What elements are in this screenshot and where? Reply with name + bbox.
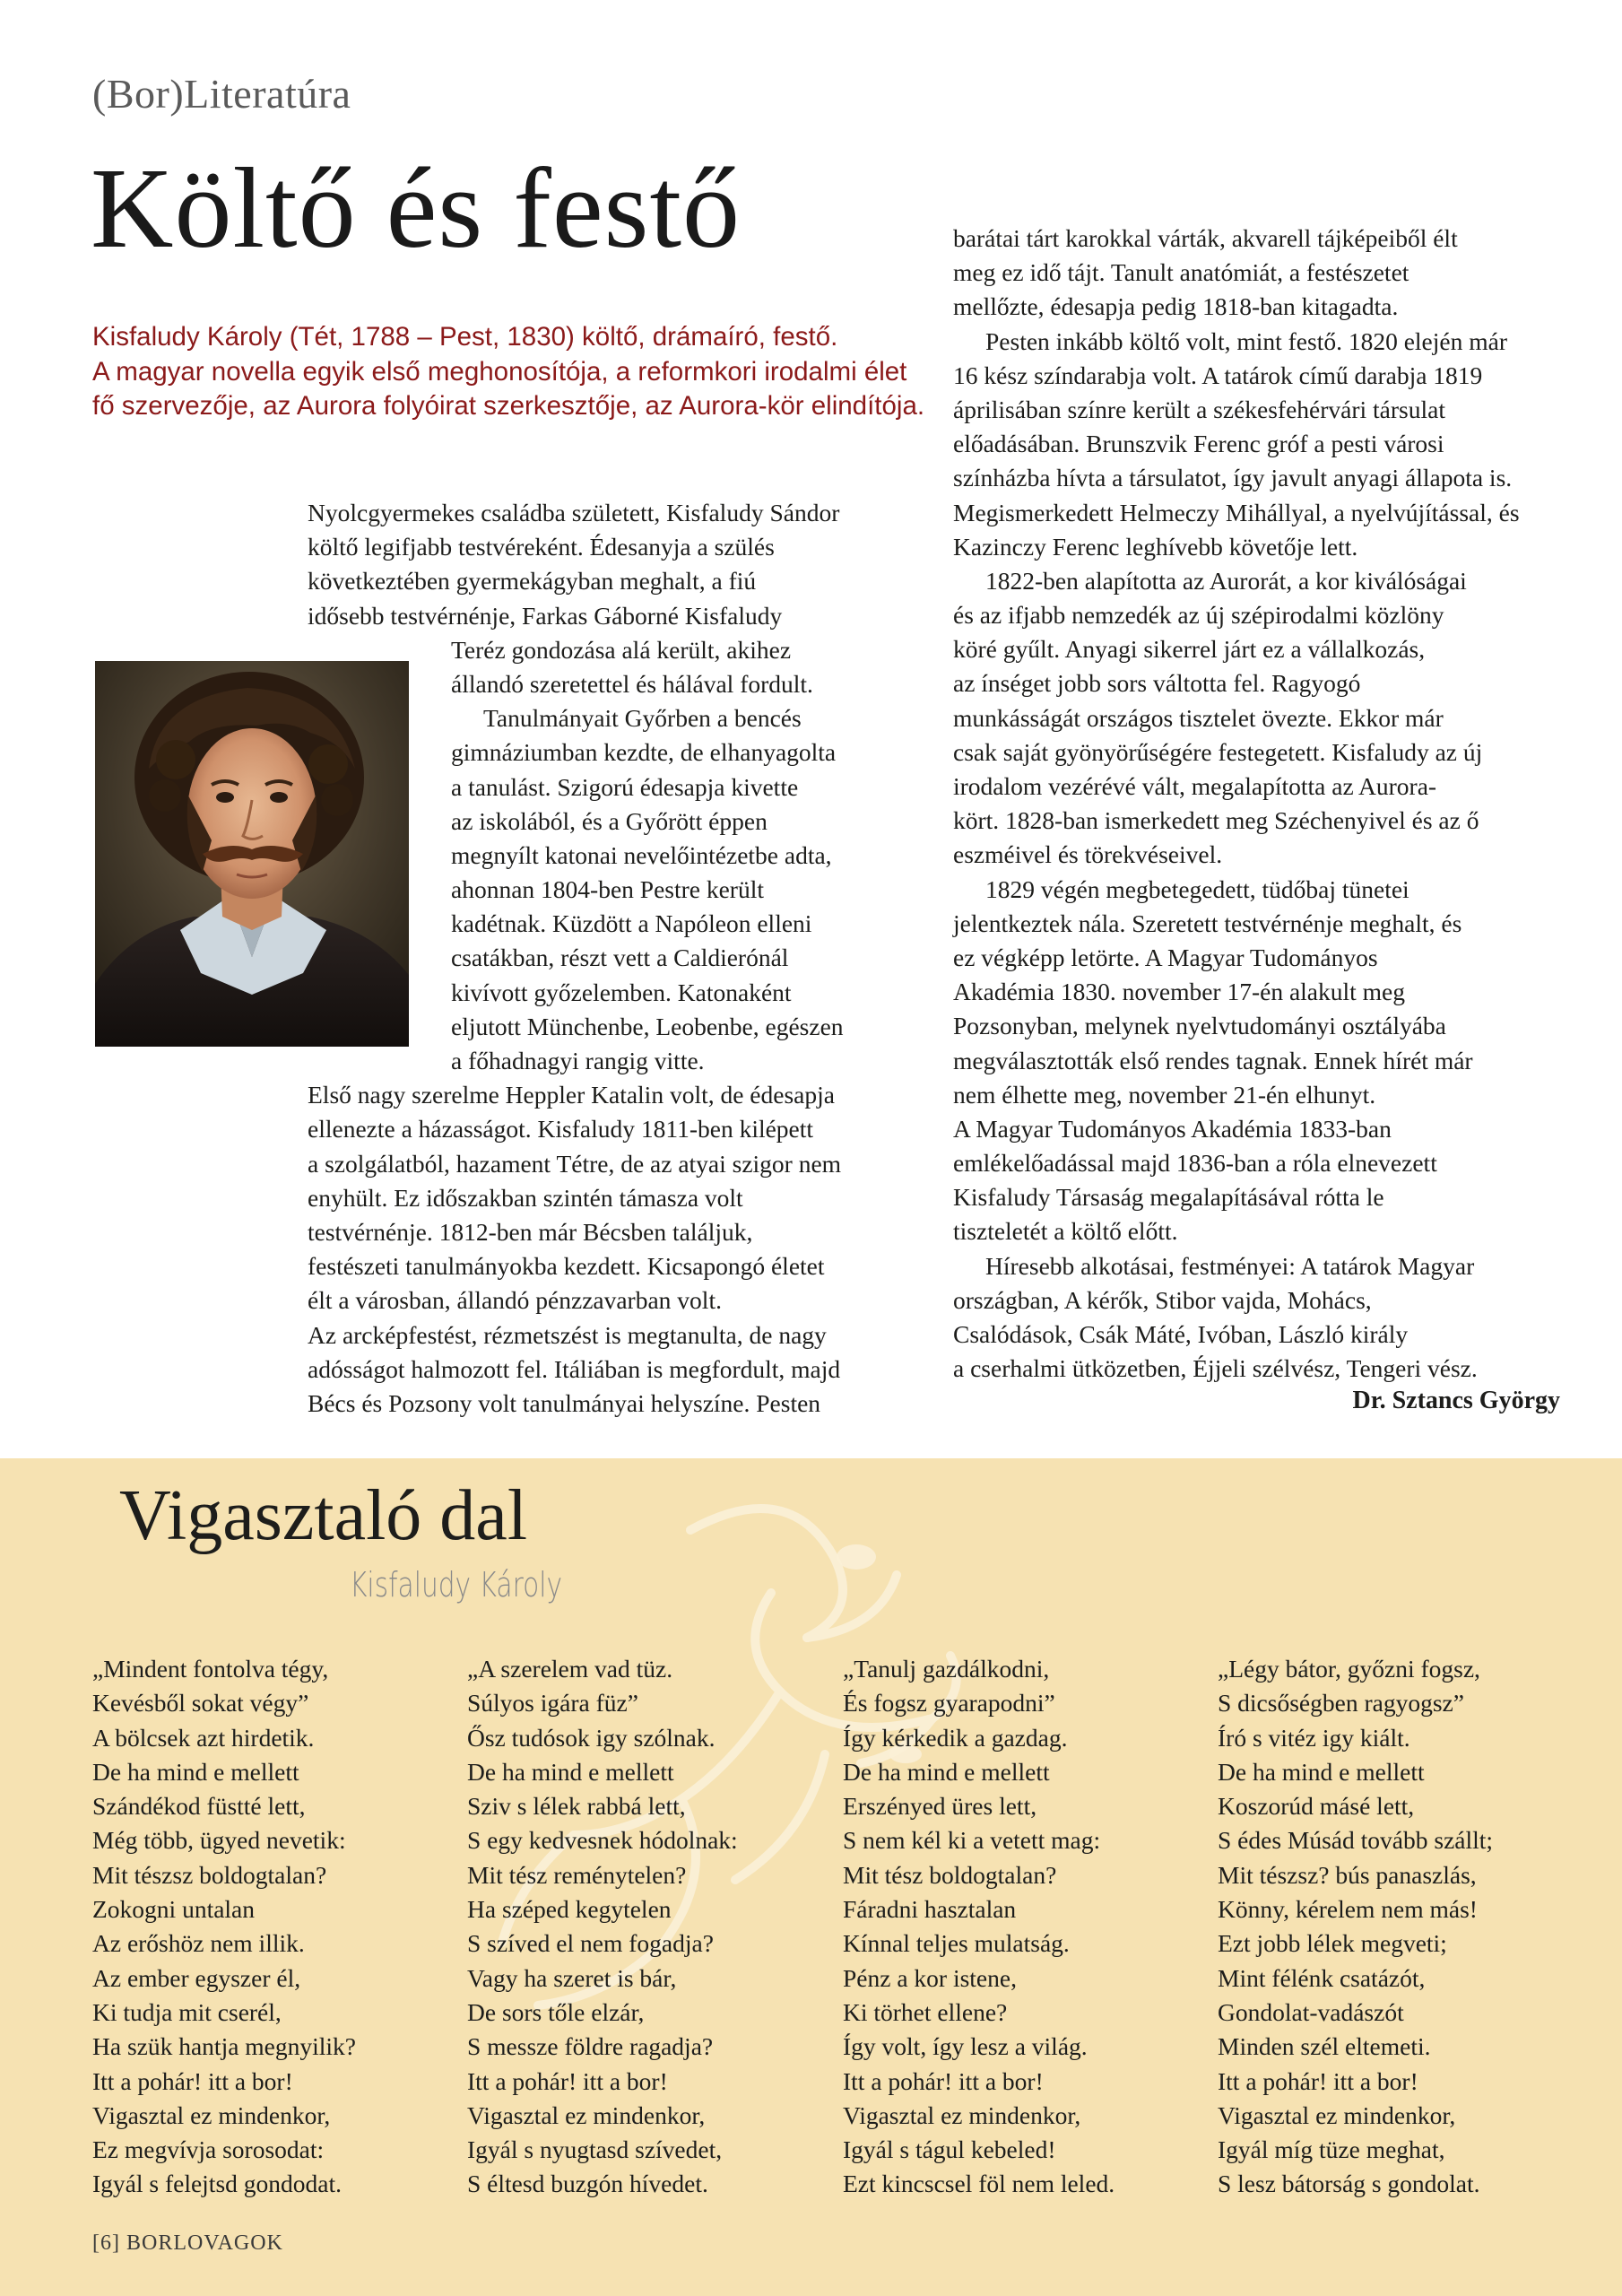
verse-line: Gondolat-vadászót — [1218, 1997, 1404, 2026]
verse-line: Minden szél eltemeti. — [1218, 2032, 1431, 2061]
verse-line: Mit tészsz? bús panaszlás, — [1218, 1860, 1477, 1889]
verse-line: S egy kedvesnek hódolnak: — [467, 1826, 738, 1855]
verse-line: S szíved el nem fogadja? — [467, 1929, 714, 1958]
verse-line: „Légy bátor, győzni fogsz, — [1218, 1655, 1480, 1683]
text-line: ez végképp letörte. A Magyar Tudományos — [953, 943, 1378, 971]
article-title: Költő és festő — [91, 144, 741, 272]
verse-line: A bölcsek azt hirdetik. — [92, 1723, 315, 1752]
text-line: A Magyar Tudományos Akadémia 1833-ban — [953, 1114, 1392, 1143]
text-line: színházba hívta a társulatot, így javult anyagi állapota is. — [953, 464, 1513, 492]
text-line: 1829 végén megbetegedett, tüdőbaj tünetei — [985, 874, 1409, 903]
text-line: munkásságát országos tisztelet övezte. Ekkor már — [953, 703, 1444, 732]
verse-line: S lesz bátorság s gondolat. — [1218, 2170, 1480, 2198]
verse-line: Vigasztal ez mindenkor, — [843, 2100, 1081, 2129]
text-line: előadásában. Brunszvik Ferenc gróf a pesti városi — [953, 430, 1444, 458]
text-line: a cserhalmi ütközetben, Éjjeli szélvész, Tengeri vész. — [953, 1354, 1478, 1383]
text-line: költő legifjabb testvéreként. Édesanyja a szülés — [308, 533, 775, 561]
verse-line: S messze földre ragadja? — [467, 2032, 714, 2061]
verse-line: Könny, kérelem nem más! — [1218, 1895, 1478, 1924]
page-number: [6] — [92, 2231, 120, 2255]
poem-stanza-3 — [843, 1652, 1115, 2202]
verse-line: Ha szük hantja megnyilik? — [92, 2032, 357, 2061]
verse-line: Ez megvívja sorosodat: — [92, 2135, 325, 2164]
verse-line: S dicsőségben ragyogsz” — [1218, 1689, 1464, 1718]
verse-line: Így kérkedik a gazdag. — [843, 1723, 1068, 1752]
poem-title: Vigasztaló dal — [119, 1476, 528, 1555]
text-line: a szolgálatból, hazament Tétre, de az atyai szigor nem — [308, 1149, 842, 1178]
text-line: festészeti tanulmányokba kezdett. Kicsapongó életet — [308, 1252, 825, 1281]
verse-line: Mit tész boldogtalan? — [843, 1860, 1057, 1889]
verse-line: Kevésből sokat végy” — [92, 1689, 309, 1718]
text-line: országban, A kérők, Stibor vajda, Mohács, — [953, 1285, 1372, 1314]
text-line: megválasztották első rendes tagnak. Ennek hírét már — [953, 1046, 1473, 1074]
text-line: eszméivel és törekvéseivel. — [953, 840, 1223, 869]
text-line: csatákban, részt vett a Caldierónál — [451, 944, 789, 972]
verse-line: S nem kél ki a vetett mag: — [843, 1826, 1101, 1855]
verse-line: Ősz tudósok igy szólnak. — [467, 1723, 716, 1752]
text-line: ellenezte a házasságot. Kisfaludy 1811-ben kilépett — [308, 1115, 814, 1144]
text-line: Az arcképfestést, rézmetszést is megtanulta, de nagy — [308, 1320, 827, 1349]
verse-line: Sziv s lélek rabbá lett, — [467, 1792, 686, 1821]
verse-line: Ezt kincscsel föl nem leled. — [843, 2170, 1115, 2198]
verse-line: Itt a pohár! itt a bor! — [92, 2066, 293, 2095]
text-line: nem élhette meg, november 21-én elhunyt. — [953, 1080, 1376, 1109]
verse-line: Mint félénk csatázót, — [1218, 1963, 1426, 1992]
text-line: mellőzte, édesapja pedig 1818-ban kitagadta. — [953, 292, 1399, 321]
text-line: jelentkeztek nála. Szeretett testvérnénje meghalt, és — [953, 909, 1462, 937]
text-line: Bécs és Pozsony volt tanulmányai helyszíne. Pesten — [308, 1388, 821, 1417]
verse-line: Súlyos igára füz” — [467, 1689, 638, 1718]
verse-line: De ha mind e mellett — [92, 1757, 299, 1786]
verse-line: De sors tőle elzár, — [467, 1997, 645, 2026]
verse-line: Itt a pohár! itt a bor! — [1218, 2066, 1418, 2095]
verse-line: Ki tudja mit cserél, — [92, 1997, 282, 2026]
text-line: 1822-ben alapította az Aurorát, a kor kiválóságai — [985, 566, 1467, 595]
verse-line: Szándékod füstté lett, — [92, 1792, 306, 1821]
verse-line: Igyál s tágul kebeled! — [843, 2135, 1056, 2164]
verse-line: Erszényed üres lett, — [843, 1792, 1037, 1821]
text-line: eljutott Münchenbe, Leobenbe, egészen — [451, 1012, 844, 1040]
text-line: ahonnan 1804-ben Pestre került — [451, 875, 765, 904]
verse-line: De ha mind e mellett — [1218, 1757, 1425, 1786]
text-line: Akadémia 1830. november 17-én alakult meg — [953, 978, 1406, 1006]
text-line: Kisfaludy Társaság megalapításával rótta le — [953, 1183, 1384, 1212]
verse-line: Vigasztal ez mindenkor, — [1218, 2100, 1456, 2129]
verse-line: Vagy ha szeret is bár, — [467, 1963, 677, 1992]
verse-line: Fáradni hasztalan — [843, 1895, 1017, 1924]
text-line: kört. 1828-ban ismerkedett meg Széchenyivel és az ő — [953, 806, 1479, 835]
poem-stanza-1 — [92, 1652, 356, 2202]
verse-line: Még több, ügyed nevetik: — [92, 1826, 346, 1855]
article-column-1 — [308, 496, 844, 1421]
text-line: megnyílt katonai nevelőintézetbe adta, — [451, 840, 832, 869]
verse-line: Az erőshöz nem illik. — [92, 1929, 305, 1958]
article-author: Dr. Sztancs György — [1352, 1387, 1560, 1414]
text-line: Első nagy szerelme Heppler Katalin volt, de édesapja — [308, 1081, 835, 1109]
magazine-name: BORLOVAGOK — [126, 2231, 283, 2255]
text-line: köré gyűlt. Anyagi sikerrel járt ez a vállalkozás, — [953, 635, 1426, 664]
verse-line: „A szerelem vad tüz. — [467, 1655, 673, 1683]
poem-stanza-4 — [1218, 1652, 1493, 2202]
text-line: enyhült. Ez időszakban szintén támasza volt — [308, 1183, 743, 1212]
verse-line: Vigasztal ez mindenkor, — [92, 2100, 331, 2129]
verse-line: De ha mind e mellett — [843, 1757, 1050, 1786]
text-line: élt a városban, állandó pénzzavarban volt. — [308, 1286, 722, 1315]
verse-line: S édes Músád tovább szállt; — [1218, 1826, 1494, 1855]
verse-line: Igyál s felejtsd gondodat. — [92, 2170, 342, 2198]
verse-line: De ha mind e mellett — [467, 1757, 674, 1786]
verse-line: S éltesd buzgón hívedet. — [467, 2170, 708, 2198]
text-line: Megismerkedett Helmeczy Mihállyal, a nyelvújítással, és — [953, 498, 1520, 526]
text-line: Pesten inkább költő volt, mint festő. 1820 elején már — [985, 326, 1507, 355]
verse-line: Kínnal teljes mulatság. — [843, 1929, 1070, 1958]
text-line: állandó szeretettel és hálával fordult. — [451, 669, 813, 698]
lead-line: A magyar novella egyik első meghonosítója, a reformkori irodalmi élet — [92, 356, 907, 387]
text-line: Nyolcgyermekes családba született, Kisfaludy Sándor — [308, 499, 840, 526]
text-line: gimnáziumban kezdte, de elhanyagolta — [451, 738, 837, 767]
text-line: adósságot halmozott fel. Itáliában is megfordult, majd — [308, 1354, 841, 1383]
text-line: irodalom vezérévé vált, megalapította az Aurora- — [953, 772, 1437, 800]
article-lead — [92, 320, 926, 424]
section-label: (Bor)Literatúra — [92, 71, 351, 117]
text-line: az ínséget jobb sors váltotta fel. Ragyogó — [953, 669, 1361, 698]
verse-line: Igyál míg tüze meghat, — [1218, 2135, 1445, 2164]
text-line: tiszteletét a költő előtt. — [953, 1217, 1178, 1246]
verse-line: Mit tész reménytelen? — [467, 1860, 687, 1889]
verse-line: Mit tészsz boldogtalan? — [92, 1860, 327, 1889]
verse-line: „Tanulj gazdálkodni, — [843, 1655, 1050, 1683]
lead-line: fő szervezője, az Aurora folyóirat szerkesztője, az Aurora-kör elindítója. — [92, 391, 925, 421]
verse-line: Így volt, így lesz a világ. — [843, 2032, 1088, 2061]
text-line: az iskolából, és a Győrött éppen — [451, 806, 768, 835]
text-line: a tanulást. Szigorú édesapja kivette — [451, 772, 799, 801]
verse-line: Ezt jobb lélek megveti; — [1218, 1929, 1447, 1958]
text-line: Híresebb alkotásai, festményei: A tatárok Magyar — [985, 1251, 1475, 1280]
verse-line: Ki törhet ellene? — [843, 1997, 1008, 2026]
verse-line: Az ember egyszer él, — [92, 1963, 301, 1992]
verse-line: Itt a pohár! itt a bor! — [467, 2066, 668, 2095]
text-line: 16 kész színdarabja volt. A tatárok című darabja 1819 — [953, 361, 1483, 389]
text-line: Kazinczy Ferenc leghívebb követője lett. — [953, 532, 1358, 561]
verse-line: És fogsz gyarapodni” — [843, 1689, 1055, 1718]
text-line: áprilisában színre került a székesfehérvári társulat — [953, 395, 1445, 423]
article-column-2 — [953, 222, 1520, 1386]
text-line: kadétnak. Küzdött a Napóleon elleni — [451, 909, 812, 938]
verse-line: Igyál s nyugtasd szívedet, — [467, 2135, 723, 2164]
verse-line: Koszorúd másé lett, — [1218, 1792, 1415, 1821]
text-line: meg ez idő tájt. Tanult anatómiát, a festészetet — [953, 258, 1409, 287]
text-line: következtében gyermekágyban meghalt, a fiú — [308, 567, 757, 596]
verse-line: Zokogni untalan — [92, 1895, 256, 1924]
text-line: Pozsonyban, melynek nyelvtudományi osztályába — [953, 1012, 1446, 1040]
text-line: testvérnénje. 1812-ben már Bécsben találjuk, — [308, 1217, 753, 1246]
text-line: a főhadnagyi rangig vitte. — [451, 1047, 705, 1074]
text-line: Teréz gondozása alá került, akihez — [451, 635, 792, 664]
verse-line: Író s vitéz igy kiált. — [1218, 1723, 1410, 1752]
page-footer — [92, 2231, 283, 2256]
verse-line: Itt a pohár! itt a bor! — [843, 2066, 1044, 2095]
text-line: Csalódások, Csák Máté, Ivóban, László király — [953, 1320, 1409, 1348]
poem-author: Kisfaludy Károly — [350, 1565, 563, 1605]
poem-stanza-2 — [467, 1652, 738, 2202]
text-line: idősebb testvérnénje, Farkas Gáborné Kisfaludy — [308, 601, 783, 630]
text-line: Tanulmányait Győrben a bencés — [483, 704, 802, 733]
verse-line: Pénz a kor istene, — [843, 1963, 1017, 1992]
verse-line: Vigasztal ez mindenkor, — [467, 2100, 706, 2129]
text-line: és az ifjabb nemzedék az új szépirodalmi közlöny — [953, 601, 1444, 630]
verse-line: „Mindent fontolva tégy, — [92, 1655, 329, 1683]
text-line: emlékelőadással majd 1836-ban a róla elnevezett — [953, 1149, 1437, 1178]
verse-line: Ha széped kegytelen — [467, 1895, 672, 1924]
text-line: kivívott győzelemben. Katonaként — [451, 978, 792, 1006]
text-line: csak saját gyönyörűségére festegetett. Kisfaludy az új — [953, 737, 1483, 766]
lead-line: Kisfaludy Károly (Tét, 1788 – Pest, 1830) költő, drámaíró, festő. — [92, 322, 838, 352]
text-line: barátai tárt karokkal várták, akvarell tájképeiből élt — [953, 224, 1458, 252]
